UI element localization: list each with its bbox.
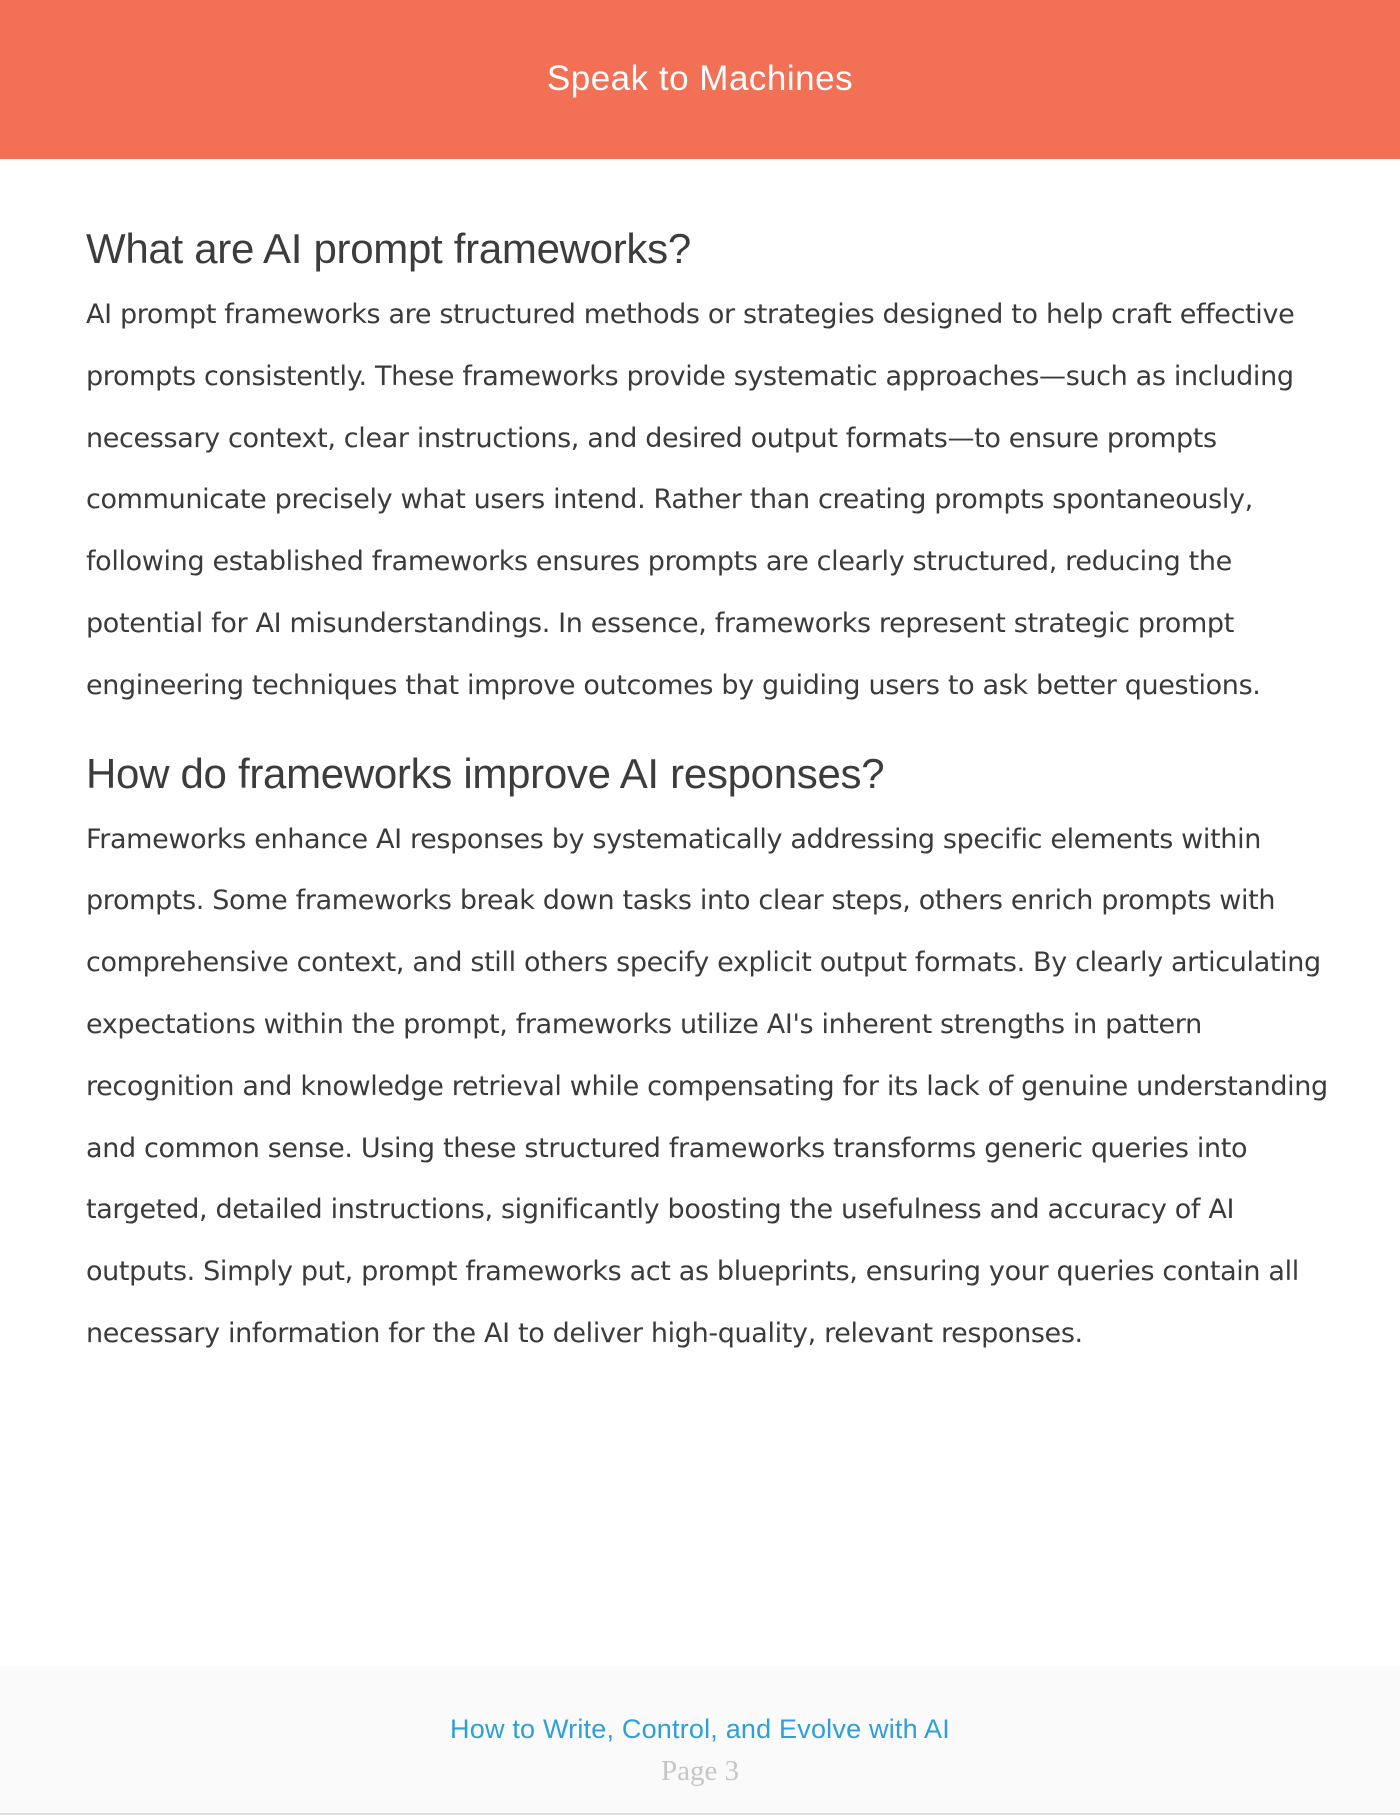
section-heading-frameworks: What are AI prompt frameworks?	[86, 225, 691, 272]
footer-subtitle: How to Write, Control, and Evolve with AI	[450, 1714, 950, 1744]
page-content	[86, 214, 1336, 1365]
document-title: Speak to Machines	[546, 58, 854, 98]
section-paragraph-improvements: Frameworks enhance AI responses by systematically addressing specific elements within prompts. Some frameworks break down tasks into clear steps, others enrich prompts with comprehensive context, and still others specify explicit output formats. By clearly articulating expectations within the prompt, frameworks utilize AI's inherent strengths in pattern recognition and knowledge retrieval while compensating for its lack of genuine understanding and common sense. Using these structured frameworks transforms generic queries into targeted, detailed instructions, significantly boosting the usefulness and accuracy of AI outputs. Simply put, prompt frameworks act as blueprints, ensuring your queries contain all necessary information for the AI to deliver high-quality, relevant responses.	[86, 823, 1328, 1349]
page-footer	[0, 1666, 1400, 1815]
page-number: Page 3	[660, 1755, 740, 1787]
page-header	[0, 0, 1400, 159]
section-paragraph-frameworks: AI prompt frameworks are structured methods or strategies designed to help craft effective prompts consistently. These frameworks provide systematic approaches—such as including necessary context, clear instructions, and desired output formats—to ensure prompts communicate precisely what users intend. Rather than creating prompts spontaneously, following established frameworks ensures prompts are clearly structured, reducing the potential for AI misunderstandings. In essence, frameworks represent strategic prompt engineering techniques that improve outcomes by guiding users to ask better questions.	[86, 299, 1295, 701]
section-heading-improvements: How do frameworks improve AI responses?	[86, 749, 885, 797]
